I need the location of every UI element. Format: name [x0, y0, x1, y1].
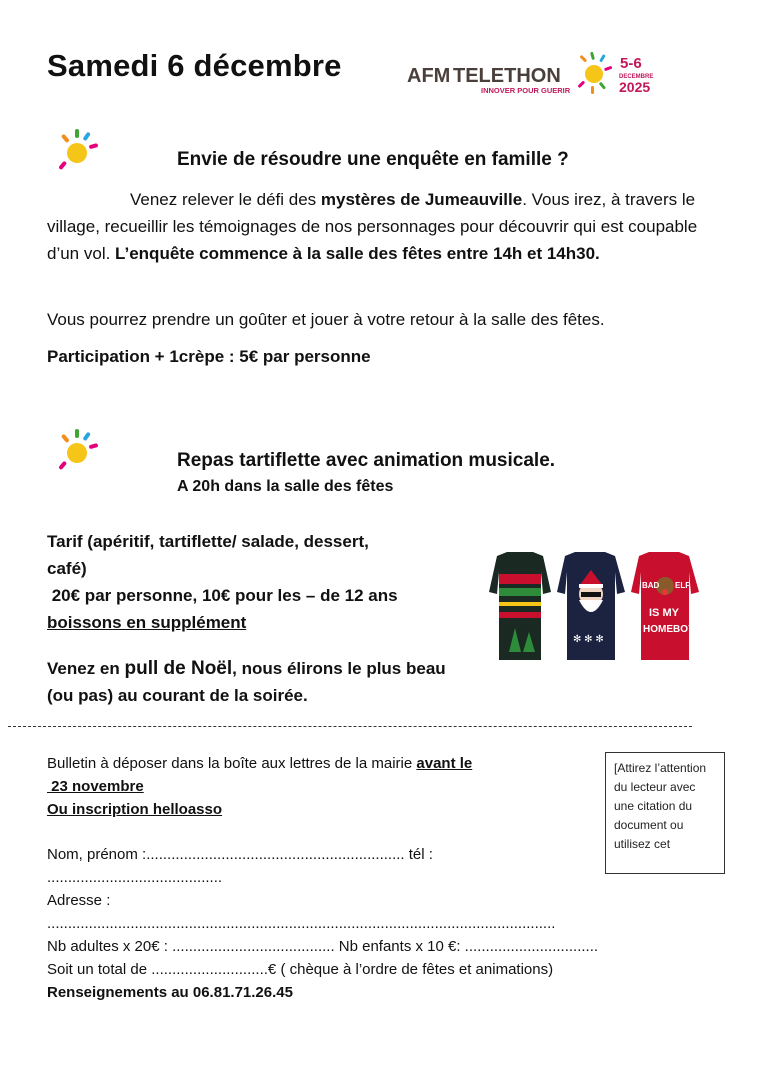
sweater-text: HOMEBOY: [643, 624, 695, 635]
address-field[interactable]: ..........................................................................................................................: [47, 915, 556, 932]
logo-sun-icon: [577, 52, 612, 94]
logo-dates: 5-6: [620, 55, 642, 72]
tarif-line: café): [47, 559, 87, 578]
helloasso-link[interactable]: Ou inscription helloasso: [47, 801, 223, 818]
page-title: Samedi 6 décembre: [47, 48, 342, 83]
quote-text-box[interactable]: [Attirez l’attention du lecteur avec une citation du document ou utilisez cet: [605, 752, 725, 874]
section2-heading: Repas tartiflette avec animation musicale.: [177, 450, 556, 471]
cut-line-divider: [8, 726, 692, 727]
christmas-sweaters-image: [485, 552, 705, 664]
tarif-block: [47, 528, 467, 636]
sun-icon: [57, 428, 101, 472]
total-field[interactable]: Soit un total de ............................€ ( chèque à l’ordre de fêtes et animations): [47, 961, 554, 978]
logo-brand-right: TELETHON: [453, 65, 561, 87]
sweater-text: IS MY: [649, 607, 679, 619]
sweater-left: [489, 552, 551, 660]
contact-phone: Renseignements au 06.81.71.26.45: [47, 984, 293, 1001]
address-label: Adresse :: [47, 892, 111, 909]
tarif-line: Tarif (apéritif, tartiflette/ salade, dessert,: [47, 532, 369, 551]
bulletin-deadline: 23 novembre: [47, 778, 144, 795]
noel-sweater-text: Venez en pull de Noël, nous élirons le plus beau (ou pas) au courant de la soirée.: [47, 658, 446, 705]
sweater-text: ELF: [675, 581, 691, 590]
bulletin-form: [47, 752, 599, 1004]
name-phone-field[interactable]: Nom, prénom :.............................................................. tél :: [47, 846, 433, 863]
section1-participation: Participation + 1crèpe : 5€ par personne: [47, 347, 371, 366]
logo-year: 2025: [619, 79, 651, 95]
tarif-drinks: boissons en supplément: [47, 613, 247, 632]
bulletin-intro: Bulletin à déposer dans la boîte aux lettres de la mairie avant le: [47, 755, 473, 772]
logo-tagline: INNOVER POUR GUERIR: [481, 86, 571, 95]
sweater-text: BAD: [642, 581, 660, 590]
logo-brand-left: AFM: [407, 65, 451, 87]
tarif-price: 20€ par personne, 10€ pour les – de 12 ans: [47, 586, 398, 605]
section1-goutet-text: Vous pourrez prendre un goûter et jouer à votre retour à la salle des fêtes.: [47, 310, 605, 329]
sun-icon: [57, 128, 101, 172]
sweater-middle: [557, 552, 625, 660]
logo-month: DECEMBRE: [619, 74, 654, 80]
section2-subheading: A 20h dans la salle des fêtes: [177, 478, 394, 495]
count-fields[interactable]: Nb adultes x 20€ : ....................................... Nb enfants x 10 €: ................................: [47, 938, 599, 955]
section1-paragraph: Venez relever le défi des mystères de Jumeauville. Vous irez, à travers le village, recueillir les témoignages de nos personnages pour découvrir qui est coupable d’un vol. L’enquête commence à la salle des fêtes entre 14h et 14h30.: [47, 190, 698, 263]
section1-heading: Envie de résoudre une enquête en famille ?: [177, 149, 569, 170]
name-phone-field-continued[interactable]: ..........................................: [47, 869, 223, 886]
afm-telethon-logo: [405, 50, 670, 98]
svg-text:✻ ✻ ✻: ✻ ✻ ✻: [573, 634, 604, 645]
sweater-right: [631, 552, 699, 660]
